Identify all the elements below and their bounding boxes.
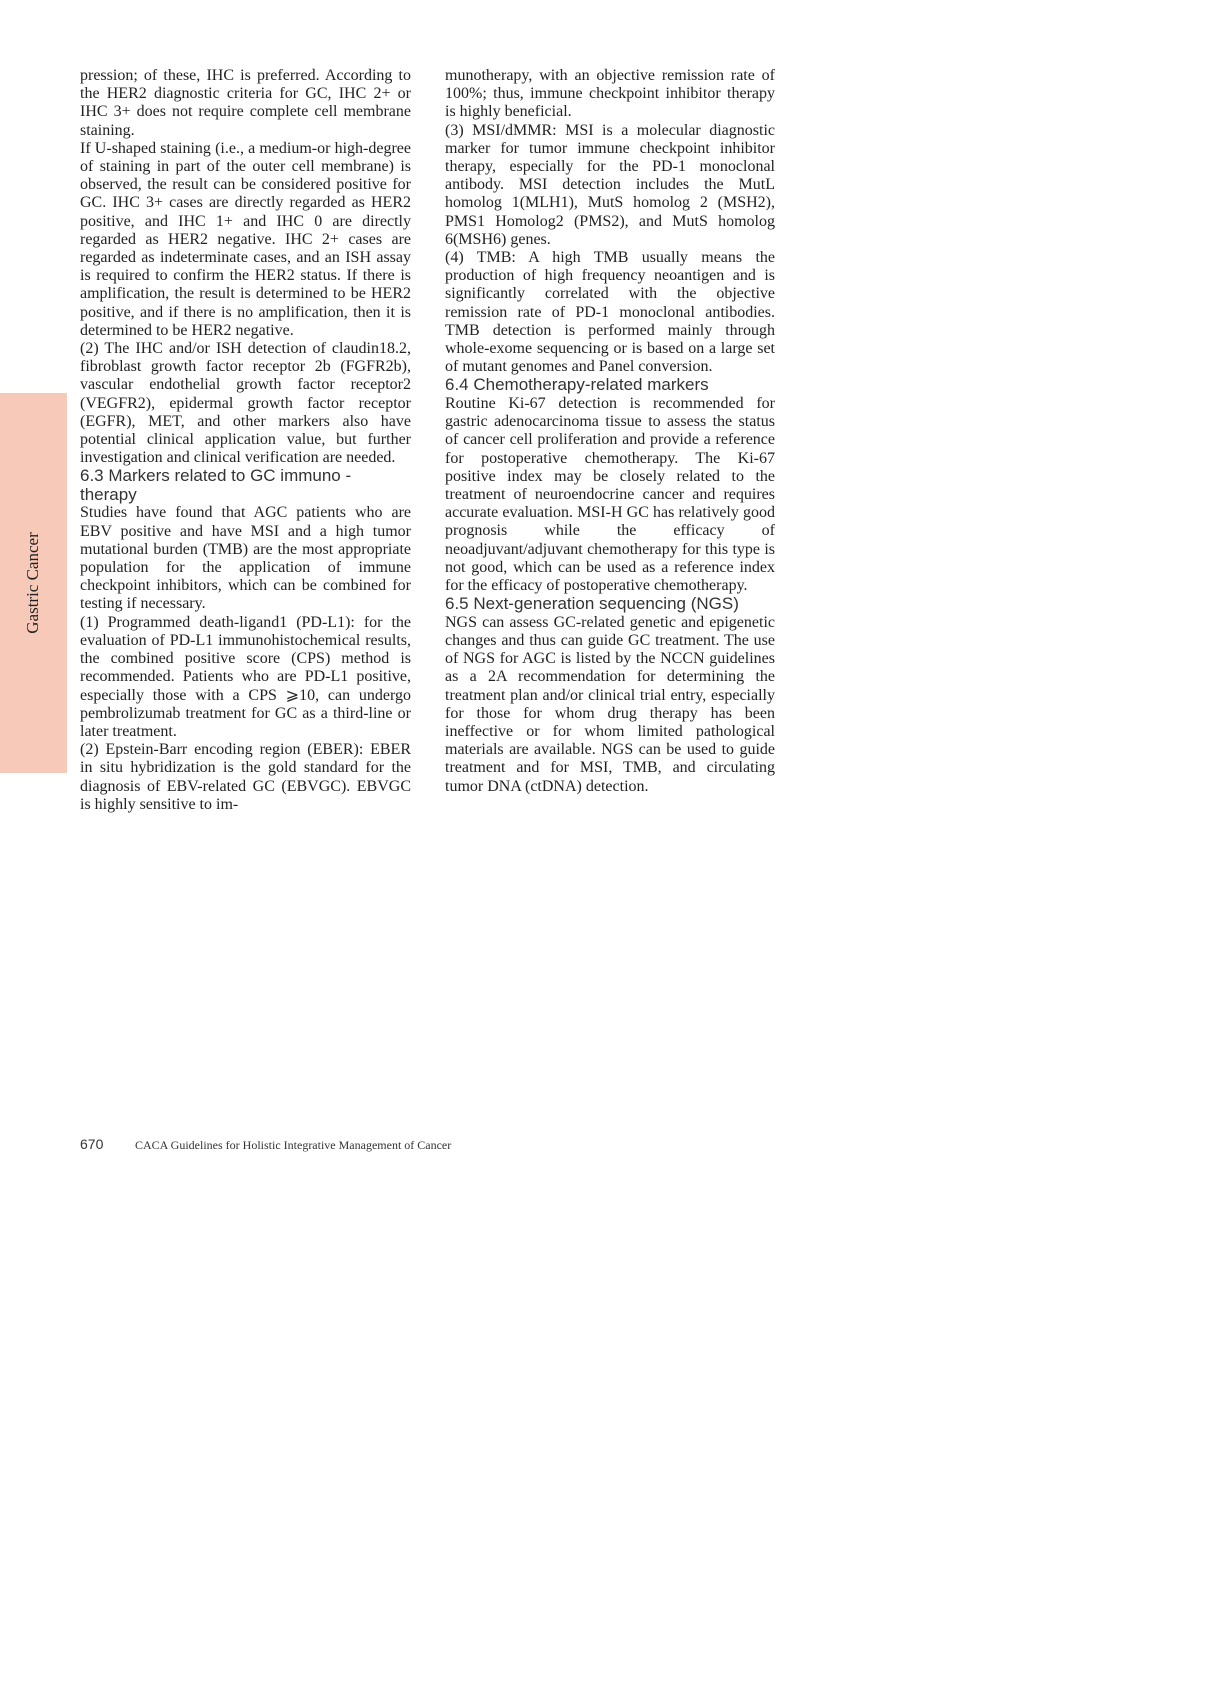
paragraph: pression; of these, IHC is preferred. According to the HER2 diagnostic criteria for GC, IHC 2+ or IHC 3+ does not require complete cell membrane staining. <box>80 67 411 139</box>
page-number: 670 <box>80 1136 104 1152</box>
section-heading-6-4: 6.4 Chemotherapy-related markers <box>445 375 709 395</box>
paragraph: (2) The IHC and/or ISH detection of claudin18.2, fibroblast growth factor receptor 2b (FGFR2b), vascular endothelial growth factor receptor2 (VEGFR2), epidermal growth factor receptor (EGFR), MET, and other markers also have potential clinical application value, but further investigation and clinical verification are needed. <box>80 340 411 467</box>
paragraph: munotherapy, with an objective remission rate of 100%; thus, immune checkpoint inhibitor therapy is highly beneficial. <box>445 67 775 121</box>
paragraph: (1) Programmed death-ligand1 (PD-L1): for the evaluation of PD-L1 immunohistochemical results, the combined positive score (CPS) method is recommended. Patients who are PD-L1 positive, especially those with a CPS ⩾10, can undergo pembrolizumab treatment for GC as a third-line or later treatment. <box>80 613 411 740</box>
paragraph: NGS can assess GC-related genetic and epigenetic changes and thus can guide GC treatment. The use of NGS for AGC is listed by the NCCN guidelines as a 2A recommendation for determining the treatment plan and/or clinical trial entry, especially for those for whom drug therapy has been ineffective or for whom limited pathological materials are available. NGS can be used to guide treatment and for MSI, TMB, and circulating tumor DNA (ctDNA) detection. <box>445 613 775 795</box>
left-column <box>80 67 411 814</box>
paragraph: (2) Epstein-Barr encoding region (EBER): EBER in situ hybridization is the gold standard for the diagnosis of EBV-related GC (EBVGC). EBVGC is highly sensitive to im- <box>80 741 411 813</box>
paragraph: Routine Ki-67 detection is recommended for gastric adenocarcinoma tissue to assess the status of cancer cell proliferation and provide a reference for postoperative chemotherapy. The Ki-67 positive index may be closely related to the treatment of neuroendocrine cancer and requires accurate evaluation. MSI-H GC has relatively good prognosis while the efficacy of neoadjuvant/adjuvant chemotherapy for this type is not good, which can be used as a reference index for the efficacy of postoperative chemotherapy. <box>445 394 775 594</box>
paragraph: (4) TMB: A high TMB usually means the production of high frequency neoantigen and is significantly correlated with the objective remission rate of PD-1 monoclonal antibodies. TMB detection is performed mainly through whole-exome sequencing or is based on a large set of mutant genomes and Panel conversion. <box>445 249 775 376</box>
paragraph: (3) MSI/dMMR: MSI is a molecular diagnostic marker for tumor immune checkpoint inhibitor therapy, especially for the PD-1 monoclonal antibody. MSI detection includes the MutL homolog 1(MLH1), MutS homolog 2 (MSH2), PMS1 Homolog2 (PMS2), and MutS homolog 6(MSH6) genes. <box>445 121 775 248</box>
page-footer <box>80 1136 780 1153</box>
right-column <box>445 67 775 796</box>
section-heading-6-3: 6.3 Markers related to GC immuno - therapy <box>80 466 352 504</box>
paragraph: If U-shaped staining (i.e., a medium-or high-degree of staining in part of the outer cell membrane) is observed, the result can be considered positive for GC. IHC 3+ cases are directly regarded as HER2 positive, and IHC 1+ and IHC 0 are directly regarded as HER2 negative. IHC 2+ cases are regarded as indeterminate cases, and an ISH assay is required to confirm the HER2 status. If there is amplification, the result is determined to be HER2 positive, and if there is no amplification, then it is determined to be HER2 negative. <box>80 139 411 339</box>
running-title: CACA Guidelines for Holistic Integrative Management of Cancer <box>135 1138 452 1152</box>
side-tab-label: Gastric Cancer <box>23 532 42 634</box>
section-heading-6-5: 6.5 Next-generation sequencing (NGS) <box>445 594 739 614</box>
paragraph: Studies have found that AGC patients who are EBV positive and have MSI and a high tumor mutational burden (TMB) are the most appropriate population for the application of immune checkpoint inhibitors, which can be combined for testing if necessary. <box>80 504 411 613</box>
